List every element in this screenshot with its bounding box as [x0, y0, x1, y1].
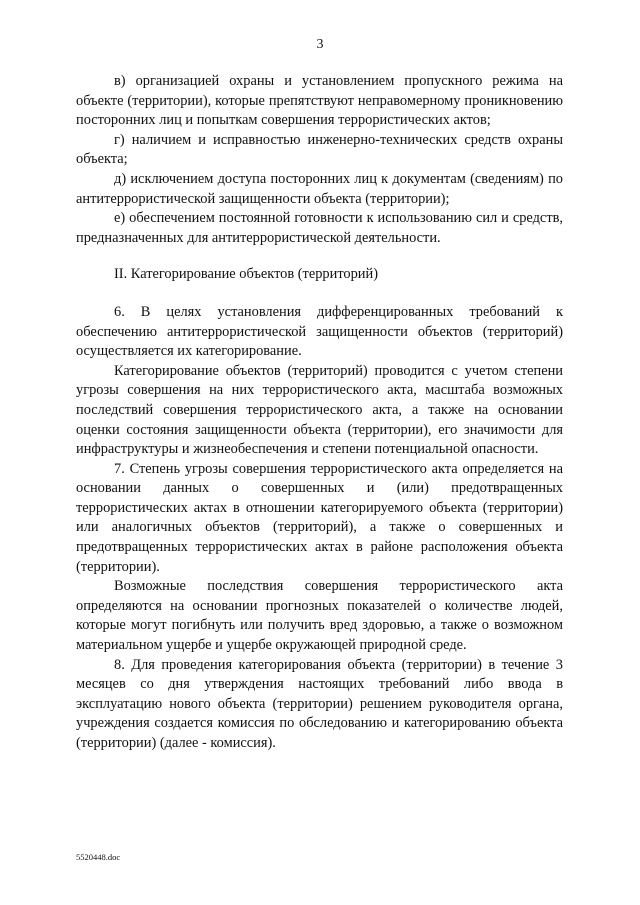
paragraph-clause-7: 7. Степень угрозы совершения террористического акта определяется на основании данных о совершенных и (или) предотвращенных террористических актах в отношении категорируемого объекта (территории) или аналогичных объектов (территорий), а также о совершенных и предотвращенных террористических актах в районе расположения объекта (территории).	[76, 460, 563, 575]
paragraph-item-e: е) обеспечением постоянной готовности к использованию сил и средств, предназначенных для антитеррористической деятельности.	[76, 210, 563, 246]
paragraph-item-v: в) организацией охраны и установлением пропускного режима на объекте (территории), которые препятствуют неправомерному проникновению посторонних лиц и попыткам совершения террористических актов;	[76, 73, 563, 129]
footer-filename: 5520448.doc	[76, 852, 121, 862]
paragraph-categorization: Категорирование объектов (территорий) проводится с учетом степени угрозы совершения на них террористического акта, масштаба возможных последствий совершения террористического акта, а также на основании оценки состояния защищенности объекта (территории), его значимости для инфраструктуры и жизнеобеспечения и степени потенциальной опасности.	[76, 362, 563, 458]
paragraph-item-g: г) наличием и исправностью инженерно-технических средств охраны объекта;	[76, 131, 563, 168]
section-heading: II. Категорирование объектов (территорий)	[114, 266, 379, 283]
paragraph-clause-6: 6. В целях установления дифференцированных требований к обеспечению антитеррористической защищенности объектов (территорий) осуществляется их категорирование.	[76, 303, 563, 360]
paragraph-consequences: Возможные последствия совершения террористического акта определяются на основании прогнозных показателей о количестве людей, которые могут погибнуть или получить вред здоровью, а также о возможном материальном ущербе и ущербе окружающей природной среде.	[76, 578, 563, 654]
paragraph-item-d: д) исключением доступа посторонних лиц к документам (сведениям) по антитеррористической защищенности объекта (территории);	[76, 170, 563, 207]
document-body	[76, 72, 563, 754]
page-number: 3	[316, 37, 324, 52]
paragraph-clause-8: 8. Для проведения категорирования объекта (территории) в течение 3 месяцев со дня утверждения настоящих требований либо ввода в эксплуатацию нового объекта (территории) решением руководителя органа, учреждения создается комиссия по обследованию и категорированию объекта (территории) (далее - комиссия).	[76, 656, 563, 751]
